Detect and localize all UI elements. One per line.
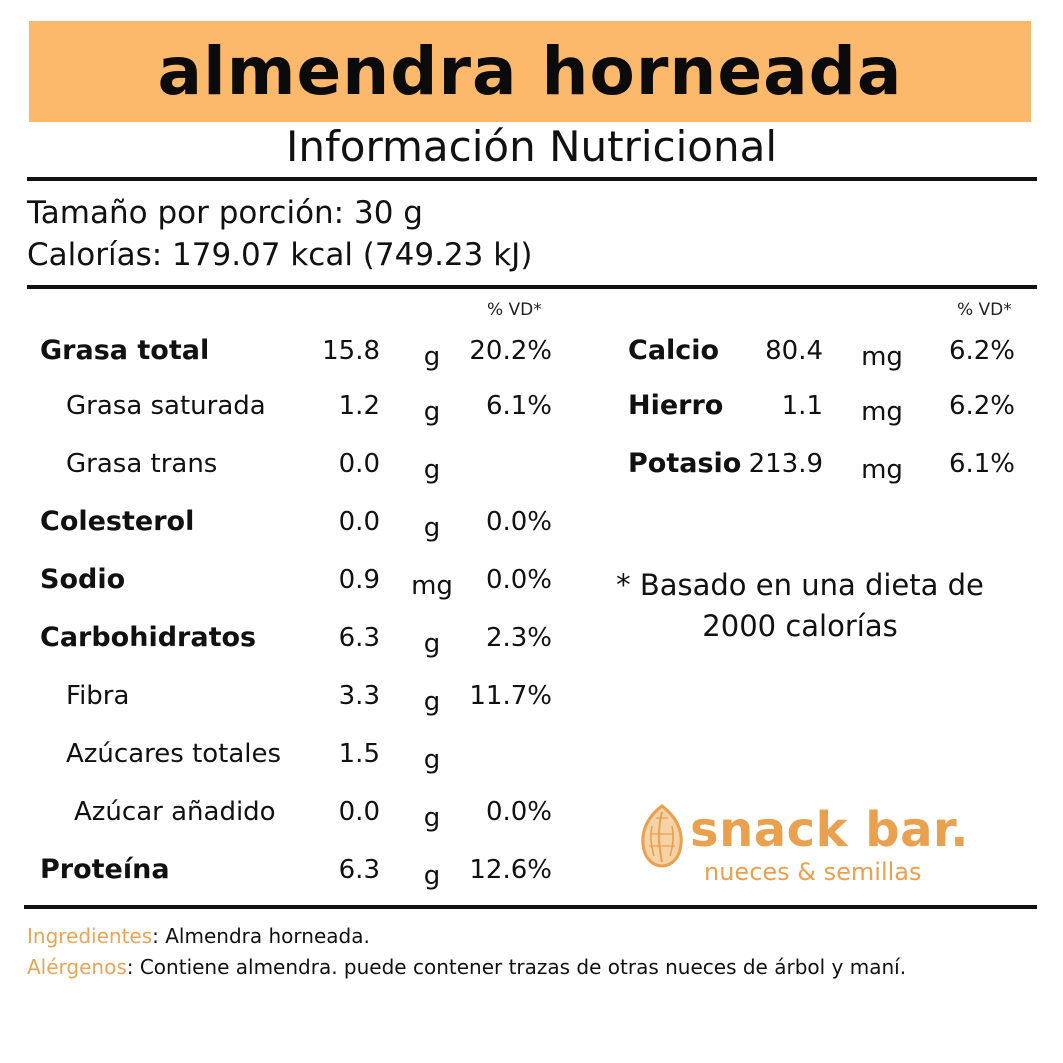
nutrient-unit: g bbox=[423, 629, 441, 659]
brand-logo bbox=[636, 800, 976, 890]
nutrient-amount: 6.3 bbox=[338, 623, 380, 653]
nutrient-amount: 213.9 bbox=[748, 449, 823, 479]
title-banner bbox=[29, 21, 1031, 122]
nutrient-name: Proteína bbox=[40, 854, 170, 885]
footnote-line-2: 2000 calorías bbox=[702, 609, 898, 643]
nutrient-unit: g bbox=[423, 455, 441, 485]
nutrient-name: Grasa trans bbox=[66, 449, 218, 479]
brand-tagline: nueces & semillas bbox=[704, 858, 922, 886]
nutrient-unit: g bbox=[423, 513, 441, 543]
nutrient-amount: 0.0 bbox=[338, 507, 380, 537]
nutrient-daily-value: 11.7% bbox=[469, 681, 552, 711]
allergens-line bbox=[27, 955, 906, 979]
nutrient-row bbox=[0, 502, 1063, 542]
nutrient-daily-value: 6.1% bbox=[948, 449, 1015, 479]
nutrient-name: Sodio bbox=[40, 564, 126, 595]
nutrient-name: Calcio bbox=[628, 335, 720, 366]
nutrient-unit: g bbox=[423, 342, 441, 372]
nutrient-row bbox=[0, 676, 1063, 716]
nutrient-amount: 1.5 bbox=[338, 739, 380, 769]
nutrient-daily-value: 20.2% bbox=[469, 336, 552, 366]
nutrient-name: Grasa saturada bbox=[66, 391, 266, 421]
nutrient-daily-value: 0.0% bbox=[485, 565, 552, 595]
nutrient-amount: 80.4 bbox=[765, 336, 823, 366]
nutrient-daily-value: 2.3% bbox=[485, 623, 552, 653]
nutrient-unit: mg bbox=[861, 397, 903, 427]
nutrient-name: Fibra bbox=[66, 681, 130, 711]
nutrient-daily-value: 12.6% bbox=[469, 855, 552, 885]
nutrient-unit: g bbox=[423, 861, 441, 891]
left-vd-header: % VD* bbox=[487, 300, 542, 320]
allergens-label: Alérgenos bbox=[27, 955, 127, 979]
footnote-line-1: * Basado en una dieta de bbox=[616, 568, 984, 602]
footnote bbox=[600, 565, 1000, 647]
ingredients-label: Ingredientes bbox=[27, 924, 153, 948]
ingredients-line bbox=[27, 924, 370, 948]
nutrient-unit: g bbox=[423, 803, 441, 833]
nutrient-name: Potasio bbox=[628, 448, 742, 479]
nutrient-amount: 1.1 bbox=[781, 391, 823, 421]
ingredients-text: : Almendra horneada. bbox=[152, 924, 370, 948]
nutrient-row bbox=[0, 331, 1063, 371]
product-title: almendra horneada bbox=[157, 32, 903, 110]
nutrient-name: Hierro bbox=[628, 390, 724, 421]
nutrient-amount: 15.8 bbox=[322, 336, 380, 366]
nutrient-amount: 0.0 bbox=[338, 797, 380, 827]
calories: Calorías: 179.07 kcal (749.23 kJ) bbox=[27, 237, 533, 273]
divider-top bbox=[27, 177, 1037, 181]
nutrient-amount: 0.0 bbox=[338, 449, 380, 479]
brand-name: snack bar. bbox=[690, 802, 970, 858]
nutrient-row bbox=[0, 444, 1063, 484]
nutrient-amount: 6.3 bbox=[338, 855, 380, 885]
serving-info bbox=[27, 192, 532, 276]
nutrient-daily-value: 0.0% bbox=[485, 797, 552, 827]
nutrient-daily-value: 6.1% bbox=[485, 391, 552, 421]
nutrient-unit: mg bbox=[411, 571, 453, 601]
almond-icon bbox=[636, 804, 688, 868]
nutrient-unit: mg bbox=[861, 342, 903, 372]
nutrient-unit: g bbox=[423, 397, 441, 427]
nutrition-info-heading: Información Nutricional bbox=[285, 122, 778, 171]
nutrient-daily-value: 6.2% bbox=[948, 391, 1015, 421]
nutrient-name: Azúcares totales bbox=[66, 739, 282, 769]
right-vd-header: % VD* bbox=[957, 300, 1012, 320]
nutrient-row bbox=[0, 734, 1063, 774]
nutrient-row bbox=[0, 386, 1063, 426]
divider-mid bbox=[27, 285, 1037, 289]
serving-size: Tamaño por porción: 30 g bbox=[27, 195, 423, 231]
nutrient-daily-value: 6.2% bbox=[948, 336, 1015, 366]
nutrient-name: Grasa total bbox=[40, 335, 210, 366]
divider-bottom bbox=[24, 905, 1037, 909]
nutrient-name: Colesterol bbox=[40, 506, 195, 537]
nutrient-unit: mg bbox=[861, 455, 903, 485]
nutrient-unit: g bbox=[423, 745, 441, 775]
nutrient-amount: 0.9 bbox=[338, 565, 380, 595]
nutrient-amount: 1.2 bbox=[338, 391, 380, 421]
nutrient-name: Azúcar añadido bbox=[74, 797, 276, 827]
nutrient-amount: 3.3 bbox=[338, 681, 380, 711]
nutrient-unit: g bbox=[423, 687, 441, 717]
nutrient-daily-value: 0.0% bbox=[485, 507, 552, 537]
allergens-text: : Contiene almendra. puede contener trazas de otras nueces de árbol y maní. bbox=[126, 955, 907, 979]
nutrient-name: Carbohidratos bbox=[40, 622, 257, 653]
